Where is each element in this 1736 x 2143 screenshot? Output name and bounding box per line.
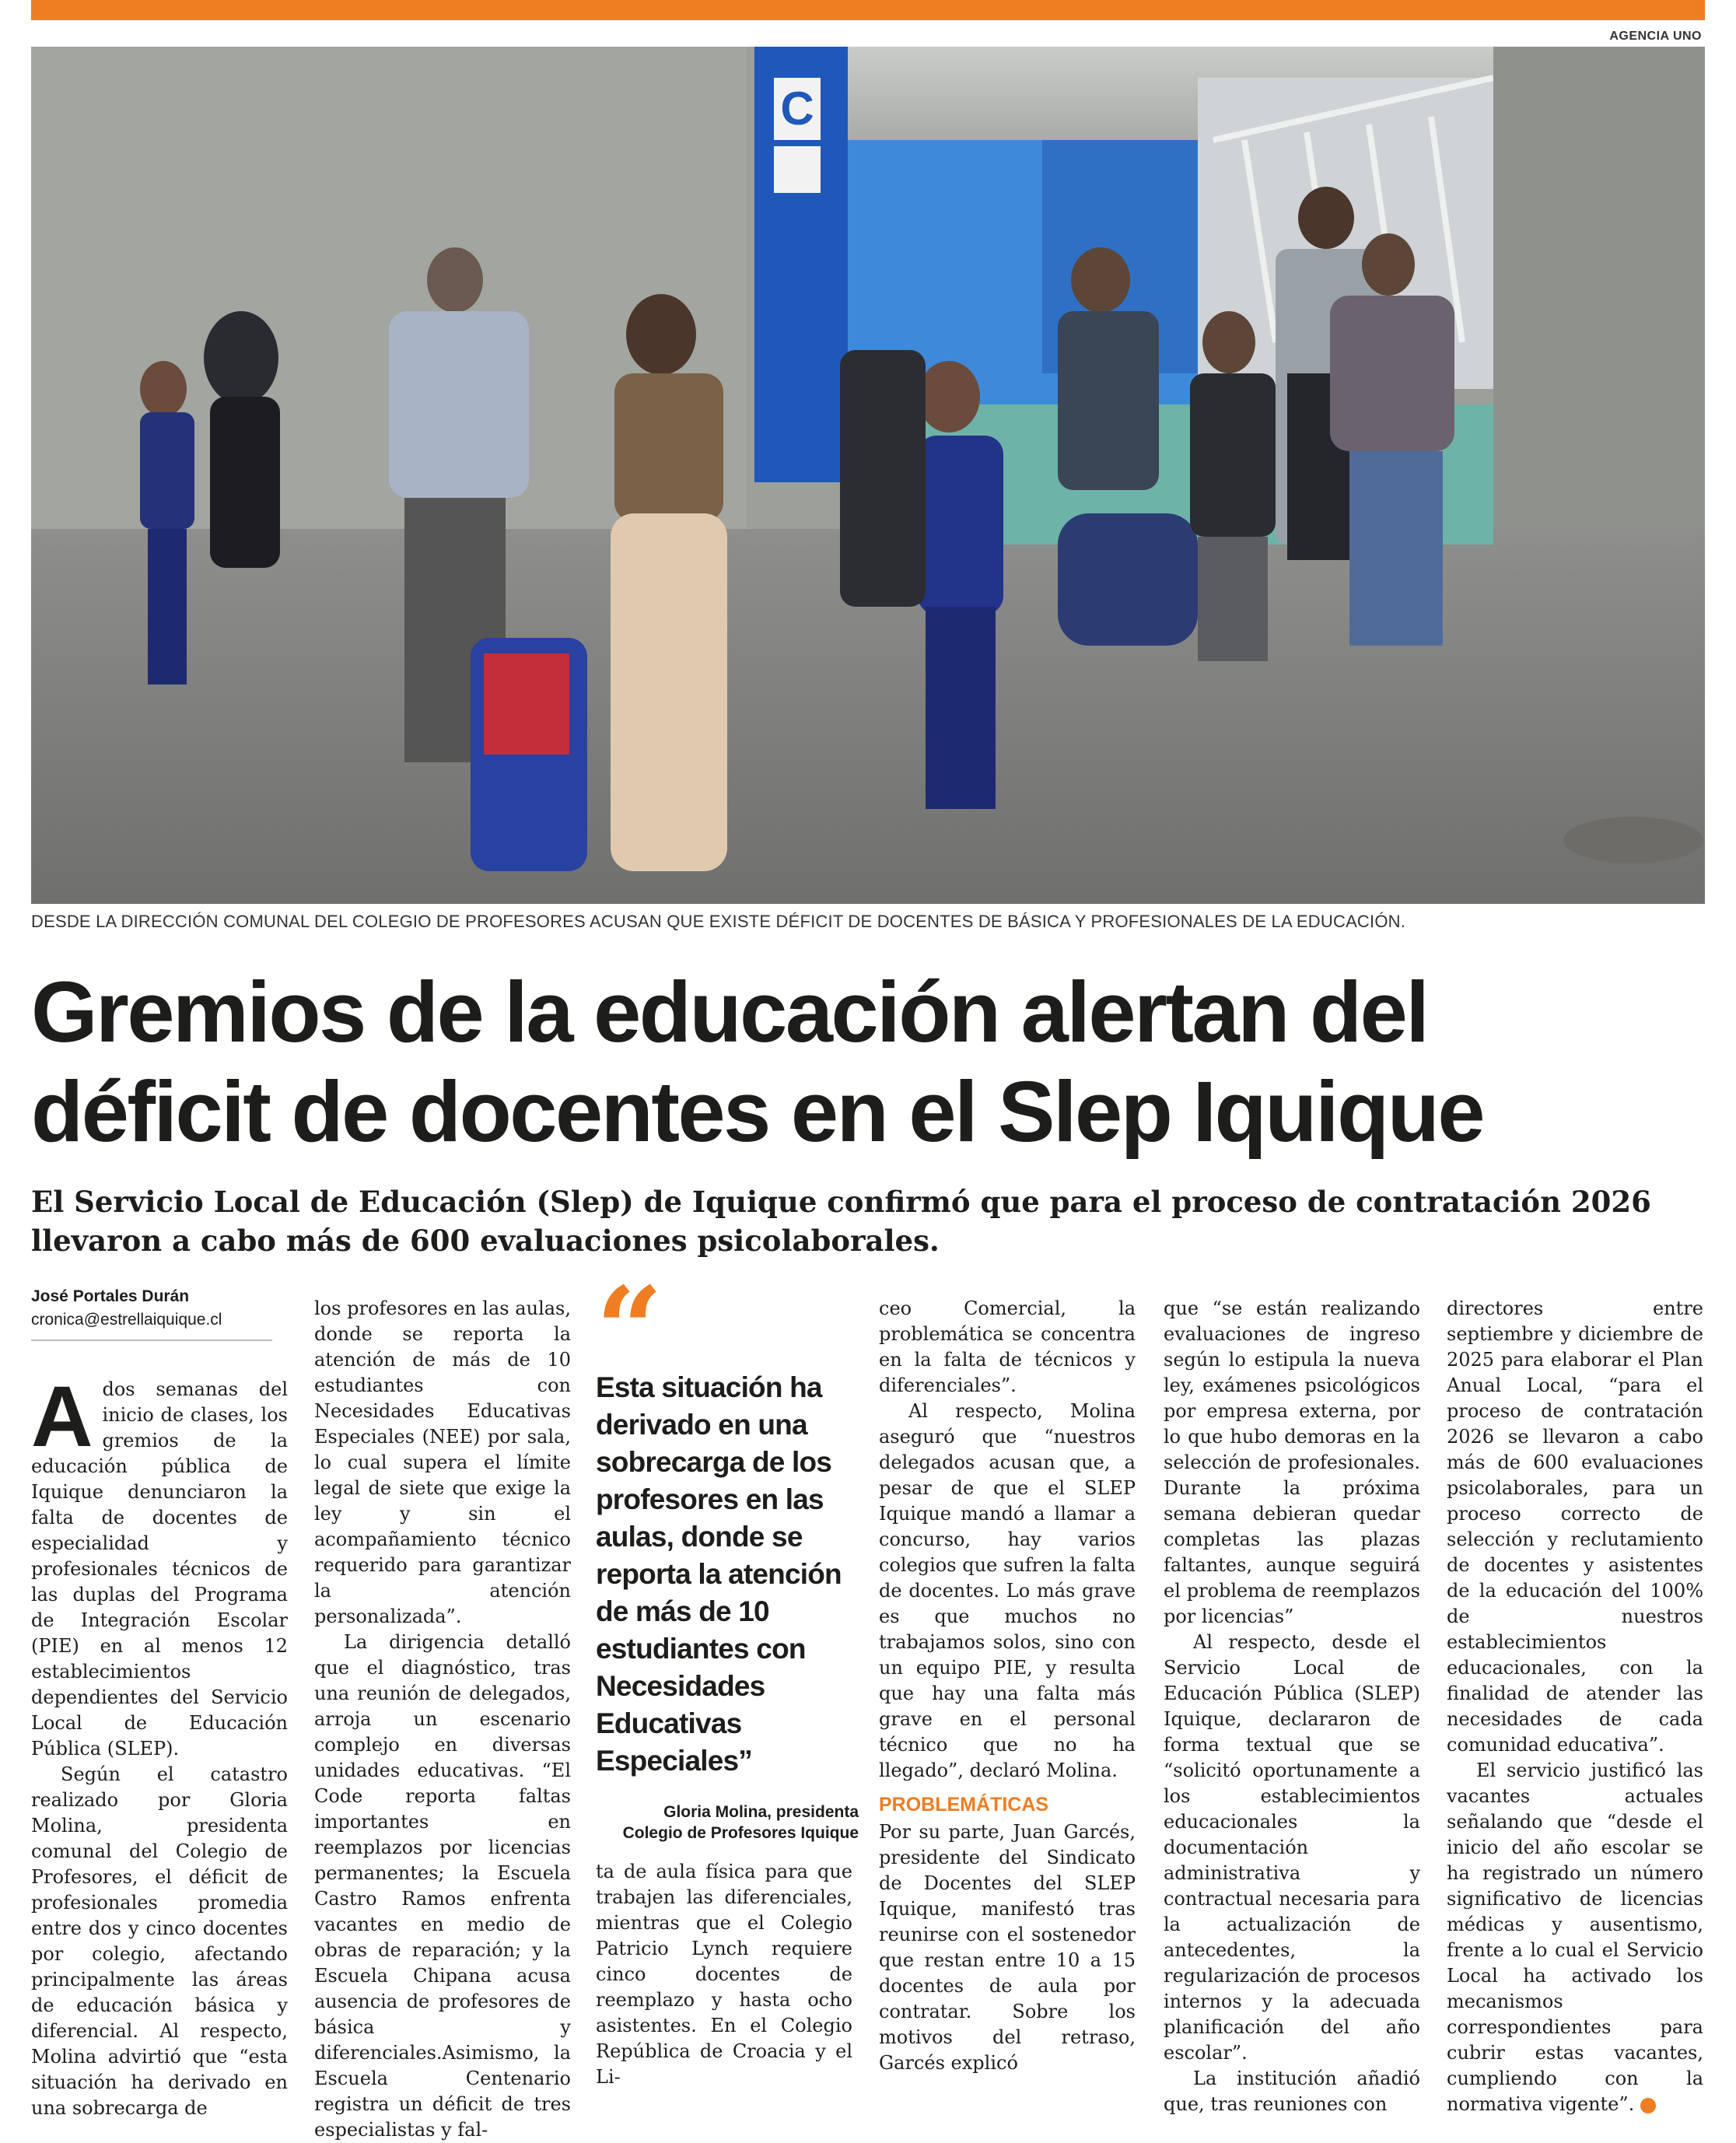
col3-paragraph: ta de aula física para que trabajen las diferenciales, mientras que el Colegio Patricio Lynch requiere cinco docentes de reemplazo y hasta ocho asistentes. En el Colegio República de Croacia y el Li- [596,1861,852,2088]
headline [31,963,1711,1162]
body-column-5 [1164,1296,1420,2117]
body-column-1 [31,1369,288,2121]
col2-paragraph-1: los profesores en las aulas, donde se reporta la atención de más de 10 estudiantes con Necesidades Educativas Especiales (NEE) por sala, lo cual supera el límite legal de siete que exige la ley y sin el acompañamiento técnico requerido para garantizar la atención personalizada”. [314,1297,571,1627]
col1-paragraph-2: Según el catastro realizado por Gloria Molina, presidenta comunal del Colegio de Profesores, el déficit de profesionales promedia entre dos y cinco docentes por colegio, afectando principalmente las áreas de educación básica y diferencial. Al respecto, Molina advirtió que “esta situación ha derivado en una sobrecarga de [31,1763,288,2119]
col4-paragraph-3: Por su parte, Juan Garcés, presidente del Sindicato de Docentes del SLEP Iquique, manifestó tras reunirse con el sostenedor que restan entre 10 a 15 docentes de aula por contratar. Sobre los motivos del retraso, Garcés explicó [879,1821,1136,2074]
pull-quote-text: Esta situación ha derivado en una sobrecarga de los profesores en las aulas, donde se reporta la atención de más de 10 estudiantes con Necesidades Educativas Especiales” [596,1371,842,1777]
col2-paragraph-2: La dirigencia detalló que el diagnóstico, tras una reunión de delegados, arroja un escenario complejo en diversas unidades educativas. “El Code reporta faltas importantes en reemplazos por licencias permanentes; la Escuela Castro Ramos enfrenta vacantes en medio de obras de reparación; y la Escuela Chipana acusa ausencia de profesores de básica y diferenciales.Asimismo, la Escuela Centenario registra un déficit de tres especialistas y fal- [314,1631,571,2141]
attribution-line-2: Colegio de Profesores Iquique [622,1824,859,1842]
col1-paragraph-1: dos semanas del inicio de clases, los gremios de la educación pública de Iquique denunciaron la falta de docentes de especialidad y profesionales técnicos de las duplas del Programa de Integración Escolar (PIE) en al menos 12 establecimientos dependientes del Servicio Local de Educación Pública (SLEP). [31,1378,288,1760]
dropcap: A [31,1369,93,1465]
col5-paragraph-2: Al respecto, desde el Servicio Local de Educación Pública (SLEP) Iquique, declararon de forma textual que se “solicitó oportunamente a los establecimientos educacionales la documentación administrativa y contractual necesaria para la actualización de antecedentes, la regularización de procesos internos y la adecuada planificación del año escolar”. [1164,1631,1420,2064]
col5-paragraph-3: La institución añadió que, tras reuniones con [1164,2068,1420,2115]
body-column-4 [879,1296,1136,2076]
article-photo [31,47,1705,904]
col6-paragraph-2: El servicio justificó las vacantes actuales señalando que “desde el inicio del año escolar se ha registrado un número significativo de licencias médicas y ausentismo, frente a lo cual el Servicio Local ha activado los mecanismos correspondientes para cubrir estas vacantes, cumpliendo con la normativa vigente”. [1447,1760,1703,2115]
col4-paragraph-1: ceo Comercial, la problemática se concentra en la falta de técnicos y diferenciales”. [879,1297,1136,1396]
byline [31,1285,272,1341]
body-column-3-bottom [596,1859,852,2090]
quote-mark-icon: “ [596,1283,649,1361]
author-name: José Portales Durán [31,1287,190,1305]
headline-line-1: Gremios de la educación alertan del [31,965,1428,1060]
author-email: cronica@estrellaiquique.cl [31,1311,222,1329]
body-column-6 [1447,1296,1703,2117]
gate-letter: C [780,82,814,135]
subhead: PROBLEMÁTICAS [879,1794,1049,1816]
top-accent-bar [31,0,1705,20]
col6-paragraph-1: directores entre septiembre y diciembre de 2025 para elaborar el Plan Anual Local, “para el proceso de contratación 2026 se llevaron a cabo más de 600 evaluaciones psicolaborales, para un proceso correcto de selección y reclutamiento de docentes y asistentes de la educación del 100% de nuestros establecimientos educacionales, con la finalidad de atender las necesidades de cada comunidad educativa”. [1447,1297,1703,1756]
photo-caption: DESDE LA DIRECCIÓN COMUNAL DEL COLEGIO DE PROFESORES ACUSAN QUE EXISTE DÉFICIT DE DOCENTES DE BÁSICA Y PROFESIONALES DE LA EDUCACIÓN. [31,912,1406,931]
headline-line-2: déficit de docentes en el Slep Iquique [31,1064,1484,1160]
photo-credit: AGENCIA UNO [1609,30,1702,43]
body-column-2 [314,1296,571,2143]
end-mark-icon: + [1640,2098,1656,2113]
col4-paragraph-2: Al respecto, Molina aseguró que “nuestros delegados acusan que, a pesar de que el SLEP Iquique mandó a llamar a concurso, hay varios colegios que sufren la falta de docentes. Lo más grave es que muchos no trabajamos solos, sino con un equipo PIE, y resulta que hay una falta más grave en el personal técnico que no ha llegado”, declaró Molina. [879,1400,1136,1781]
pull-quote [596,1283,859,1844]
standfirst: El Servicio Local de Educación (Slep) de Iquique confirmó que para el proceso de contratación 2026 llevaron a cabo más de 600 evaluaciones psicolaborales. [31,1185,1651,1258]
attribution-line-1: Gloria Molina, presidenta [663,1803,859,1821]
pull-quote-attribution [596,1802,859,1844]
col5-paragraph-1: que “se están realizando evaluaciones de ingreso según lo estipula la nueva ley, exámenes psicológicos por empresa externa, por lo que hubo demoras en la selección de profesionales. Durante la próxima semana debieran quedar completas las plazas faltantes, aunque seguirá el problema de reemplazos por licencias” [1164,1297,1420,1627]
